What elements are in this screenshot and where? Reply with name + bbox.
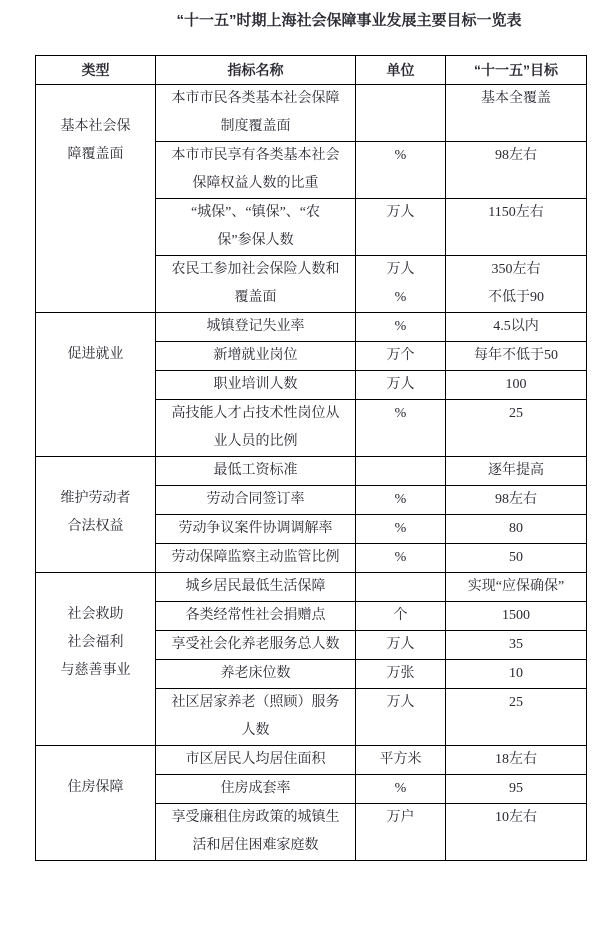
target-cell: 350左右 不低于90 (446, 256, 587, 313)
target-cell: 逐年提高 (446, 457, 587, 486)
unit-cell: 万张 (356, 660, 446, 689)
unit-cell: 万个 (356, 342, 446, 371)
unit-cell: % (356, 142, 446, 199)
unit-cell: 万人 (356, 631, 446, 660)
target-cell: 每年不低于50 (446, 342, 587, 371)
target-cell: 1150左右 (446, 199, 587, 256)
category-cell: 基本社会保 障覆盖面 (36, 85, 156, 313)
table-row (36, 746, 587, 775)
unit-cell: 万人 (356, 689, 446, 746)
target-cell: 18左右 (446, 746, 587, 775)
indicator-cell: 最低工资标准 (156, 457, 356, 486)
unit-cell: 平方米 (356, 746, 446, 775)
category-cell: 社会救助 社会福利 与慈善事业 (36, 573, 156, 746)
indicator-cell: 职业培训人数 (156, 371, 356, 400)
indicator-cell: 农民工参加社会保险人数和 覆盖面 (156, 256, 356, 313)
target-cell: 98左右 (446, 486, 587, 515)
indicator-cell: 住房成套率 (156, 775, 356, 804)
table-row (36, 85, 587, 142)
indicator-cell: 新增就业岗位 (156, 342, 356, 371)
indicator-cell: 城乡居民最低生活保障 (156, 573, 356, 602)
unit-cell (356, 457, 446, 486)
unit-cell: 万人 (356, 371, 446, 400)
target-cell: 50 (446, 544, 587, 573)
indicator-cell: “城保”、“镇保”、“农 保”参保人数 (156, 199, 356, 256)
target-cell: 100 (446, 371, 587, 400)
indicator-cell: 高技能人才占技术性岗位从 业人员的比例 (156, 400, 356, 457)
indicator-cell: 享受廉租住房政策的城镇生 活和居住困难家庭数 (156, 804, 356, 861)
unit-cell: 个 (356, 602, 446, 631)
target-cell: 4.5以内 (446, 313, 587, 342)
target-cell: 25 (446, 689, 587, 746)
category-cell: 维护劳动者 合法权益 (36, 457, 156, 573)
target-cell: 35 (446, 631, 587, 660)
page-title: “十一五”时期上海社会保障事业发展主要目标一览表 (176, 12, 522, 29)
unit-cell: 万人 % (356, 256, 446, 313)
table-row (36, 573, 587, 602)
indicator-cell: 劳动争议案件协调调解率 (156, 515, 356, 544)
target-cell: 25 (446, 400, 587, 457)
target-cell: 10 (446, 660, 587, 689)
target-cell: 98左右 (446, 142, 587, 199)
goals-table (35, 55, 587, 861)
unit-cell: % (356, 486, 446, 515)
indicator-cell: 享受社会化养老服务总人数 (156, 631, 356, 660)
target-cell: 基本全覆盖 (446, 85, 587, 142)
unit-cell: % (356, 544, 446, 573)
indicator-cell: 劳动合同签订率 (156, 486, 356, 515)
indicator-cell: 劳动保障监察主动监管比例 (156, 544, 356, 573)
target-cell: 实现“应保确保” (446, 573, 587, 602)
unit-cell (356, 85, 446, 142)
goals-table-body (36, 85, 587, 861)
col-header-unit: 单位 (356, 56, 446, 85)
unit-cell: 万人 (356, 199, 446, 256)
target-cell: 95 (446, 775, 587, 804)
table-row (36, 313, 587, 342)
indicator-cell: 市区居民人均居住面积 (156, 746, 356, 775)
category-cell: 促进就业 (36, 313, 156, 457)
target-cell: 10左右 (446, 804, 587, 861)
table-header-row (36, 56, 587, 85)
indicator-cell: 社区居家养老（照顾）服务 人数 (156, 689, 356, 746)
unit-cell: 万户 (356, 804, 446, 861)
col-header-indicator: 指标名称 (156, 56, 356, 85)
target-cell: 1500 (446, 602, 587, 631)
unit-cell: % (356, 515, 446, 544)
indicator-cell: 本市市民各类基本社会保障 制度覆盖面 (156, 85, 356, 142)
unit-cell: % (356, 313, 446, 342)
unit-cell (356, 573, 446, 602)
col-header-type: 类型 (36, 56, 156, 85)
indicator-cell: 各类经常性社会捐赠点 (156, 602, 356, 631)
table-row (36, 457, 587, 486)
target-cell: 80 (446, 515, 587, 544)
unit-cell: % (356, 775, 446, 804)
col-header-target: “十一五”目标 (446, 56, 587, 85)
category-cell: 住房保障 (36, 746, 156, 861)
indicator-cell: 城镇登记失业率 (156, 313, 356, 342)
indicator-cell: 养老床位数 (156, 660, 356, 689)
unit-cell: % (356, 400, 446, 457)
indicator-cell: 本市市民享有各类基本社会 保障权益人数的比重 (156, 142, 356, 199)
